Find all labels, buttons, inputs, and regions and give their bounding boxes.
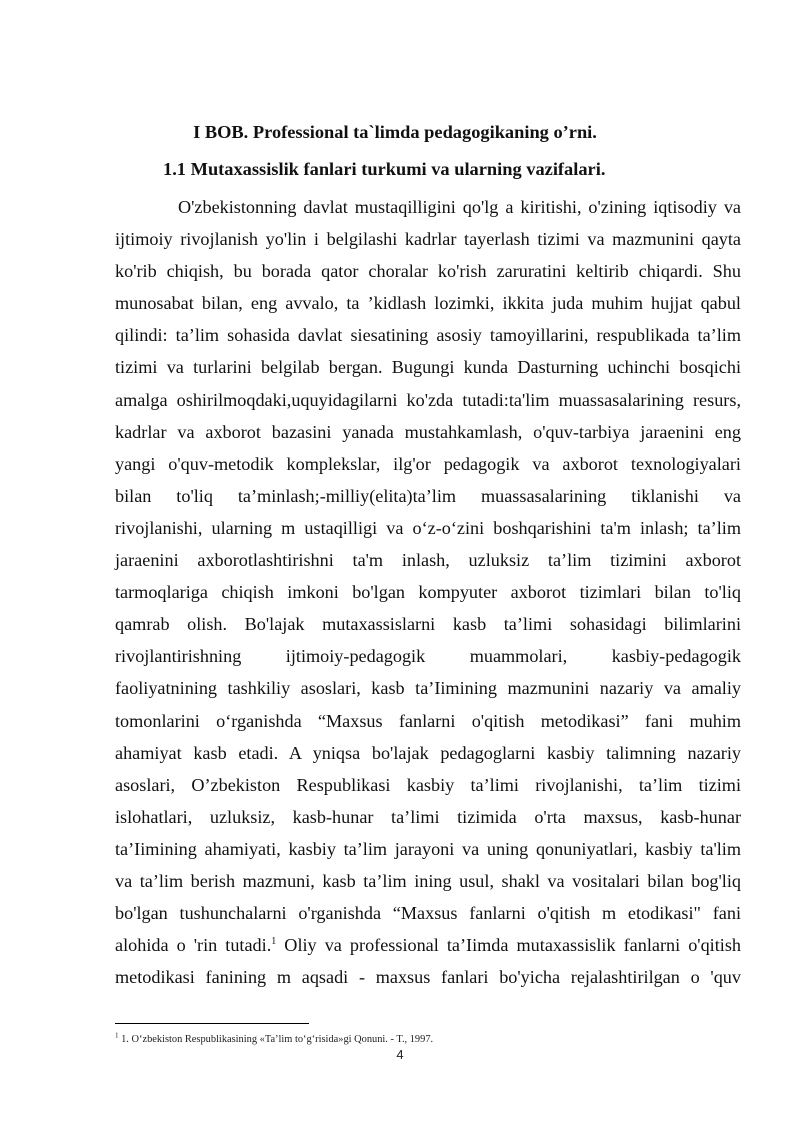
paragraph-line: kadrlar va axborot bazasini yanada mustahkamlash, o'quv-tarbiya jaraenini eng [115,421,741,442]
paragraph-line: faoliyatnining tashkiliy asoslari, kasb ta’Iimining mazmunini nazariy va amaliy [115,678,741,699]
footnote [115,1031,434,1045]
chapter-heading [0,122,800,143]
paragraph-line: O'zbekistonning davlat mustaqilligini qo'lg a kiritishi, o'zining iqtisodiy va [178,197,741,217]
paragraph-line: tomonlarini o‘rganishda “Maxsus fanlarni o'qitish metodikasi” fani muhim [115,710,741,731]
line-text: alohida o 'rin tutadi. [115,935,272,956]
paragraph-line: qamrab olish. Bo'lajak mutaxassislarni kasb ta’limi sohasidagi bilimlarini [115,614,741,635]
body-paragraph [115,194,741,996]
paragraph-line: tarmoqlariga chiqish imkoni bo'lgan kompyuter axborot tizimlari bilan to'liq [115,582,741,603]
footnote-text: 1. O‘zbekiston Respublikasining «Ta’lim to‘g‘risida»gi Qonuni. - T., 1997. [118,1034,434,1045]
paragraph-line: ko'rib chiqish, bu borada qator choralar ko'rish zaruratini keltirib chiqardi. Shu [115,261,741,282]
chapter-heading-text: I BOB. Professional ta`limda pedagogikaning o’rni. [193,122,597,142]
footnote-separator [115,1023,309,1024]
paragraph-line: ta’Iimining ahamiyati, kasbiy ta’lim jarayoni va uning qonuniyatlari, kasbiy ta'lim [115,838,741,859]
paragraph-line: qilindi: ta’lim sohasida davlat siesatining asosiy tamoyillarini, respublikada ta’lim [115,325,741,346]
section-heading: 1.1 Mutaxassislik fanlari turkumi va ularning vazifalari. [163,159,606,179]
paragraph-line: va ta’lim berish mazmuni, kasb ta’lim ining usul, shakl va vositalari bilan bog'liq [115,870,741,891]
footnote-reference[interactable]: 1 [271,936,277,948]
paragraph-line: ijtimoiy rivojlanish yo'lin i belgilashi kadrlar tayerlash tizimi va mazmunini qayta [115,229,741,250]
paragraph-line: metodikasi fanining m aqsadi - maxsus fanlari bo'yicha rejalashtirilgan o 'quv [115,967,741,988]
line-text: Oliy va professional ta’Iimda mutaxassislik fanlarni o'qitish [276,935,741,956]
paragraph-line: asoslari, O’zbekiston Respublikasi kasbiy ta’limi rivojlanishi, ta’lim tizimi [115,774,741,795]
page-number: 4 [396,1047,404,1062]
footnote-marker: 1 [115,1031,119,1040]
paragraph-line: bo'lgan tushunchalarni o'rganishda “Maxsus fanlarni o'qitish m etodikasi" fani [115,903,741,924]
paragraph-line: islohatlari, uzluksiz, kasb-hunar ta’limi tizimida o'rta maxsus, kasb-hunar [115,806,741,827]
paragraph-line: bilan to'liq ta’minlash;-milliy(elita)ta’lim muassasalarining tiklanishi va [115,485,741,506]
paragraph-line: rivojlanishi, ularning m ustaqilligi va o‘z-o‘zini boshqarishini ta'm inlash; ta’lim [115,517,741,538]
paragraph-line-with-footnote [115,932,741,964]
paragraph-line: jaraenini axborotlashtirishni ta'm inlash, uzluksiz ta’lim tizimini axborot [115,550,741,571]
paragraph-line: rivojlantirishning ijtimoiy-pedagogik muammolari, kasbiy-pedagogik [115,646,741,667]
paragraph-line: amalga oshirilmoqdaki,uquyidagilarni ko'zda tutadi:ta'lim muassasalarining resurs, [115,389,741,410]
paragraph-line: tizimi va turlarini belgilab bergan. Bugungi kunda Dasturning uchinchi bosqichi [115,357,741,378]
paragraph-line: ahamiyat kasb etadi. A yniqsa bo'lajak pedagoglarni kasbiy talimning nazariy [115,742,741,763]
paragraph-line: munosabat bilan, eng avvalo, ta ’kidlash lozimki, ikkita juda muhim hujjat qabul [115,293,741,314]
paragraph-line: yangi o'quv-metodik komplekslar, ilg'or pedagogik va axborot texnologiyalari [115,453,741,474]
